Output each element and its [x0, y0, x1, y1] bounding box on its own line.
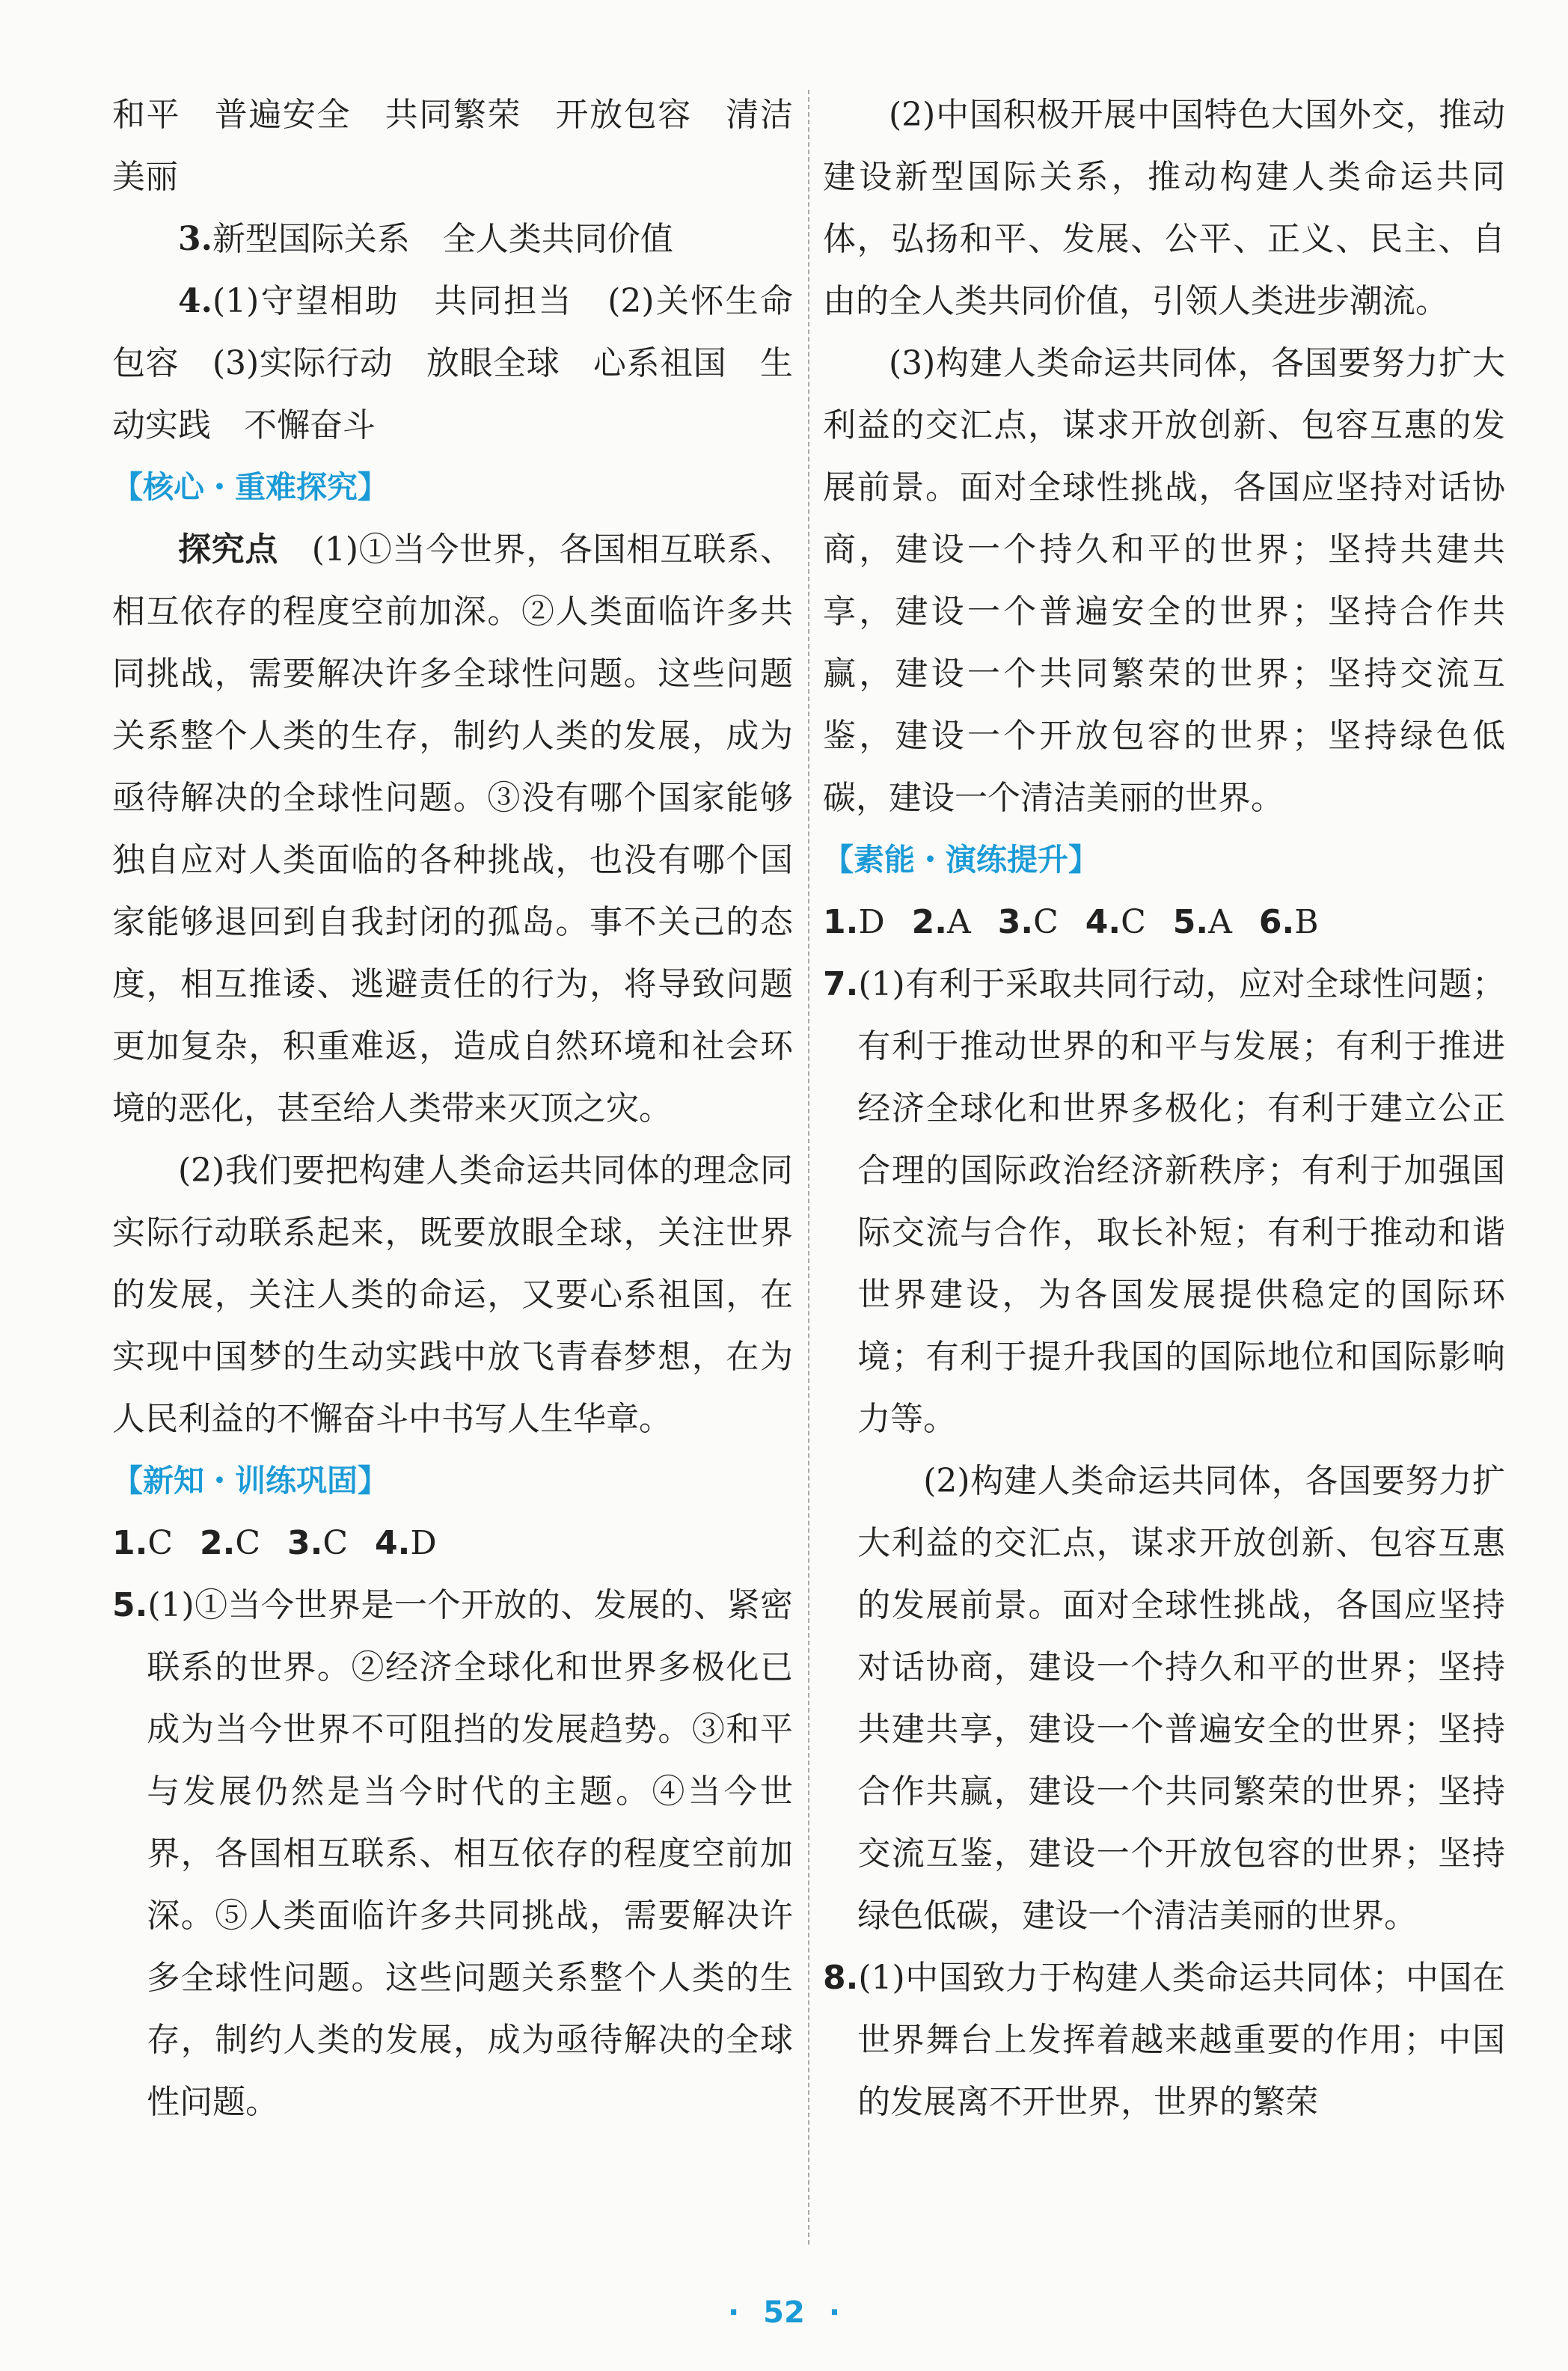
explore-point-label: 探究点: [178, 530, 279, 569]
answer-item-5: [112, 1574, 793, 2133]
footer-dot-right: ·: [828, 2295, 841, 2330]
answer-item-3: [112, 208, 793, 270]
explore-point-paragraph: [112, 518, 793, 1139]
answer-6: 6.B: [1258, 903, 1319, 941]
answer-item-7: [823, 953, 1505, 1450]
item-text: 新型国际关系 全人类共同价值: [212, 220, 673, 258]
answer-1: 1.D: [823, 903, 885, 941]
column-divider: [808, 90, 809, 2245]
item-text: (1)守望相助 共同担当 (2)关怀生命 包容 (3)实际行动 放眼全球 心系祖国 生动实践 不懈奋斗: [112, 282, 826, 444]
answer-paragraph-1: 和平 普遍安全 共同繁荣 开放包容 清洁美丽: [112, 96, 793, 196]
item-number: 3.: [178, 220, 212, 258]
answer-1: 1.C: [112, 1524, 174, 1562]
page-footer: [0, 2295, 1568, 2330]
answer-item-5-part-3: (3)构建人类命运共同体，各国要努力扩大利益的交汇点，谋求开放创新、包容互惠的发展前景。面对全球性挑战，各国应坚持对话协商，建设一个持久和平的世界；坚持共建共享，建设一个普遍安全的世界；坚持合作共赢，建设一个共同繁荣的世界；坚持交流互鉴，建设一个开放包容的世界；坚持绿色低碳，建设一个清洁美丽的世界。: [823, 344, 1505, 817]
answer-key-row: [823, 891, 1505, 953]
answer-5: 5.A: [1172, 903, 1232, 941]
explore-point-text: (1)①当今世界，各国相互联系、相互依存的程度空前加深。②人类面临许多共同挑战，需要解决许多全球性问题。这些问题关系整个人类的生存，制约人类的发展，成为亟待解决的全球性问题。③没有哪个国家能够独自应对人类面临的各种挑战，也没有哪个国家能够退回到自我封闭的孤岛。事不关己的态度，相互推诿、逃避责任的行为，将导致问题更加复杂，积重难返，造成自然环境和社会环境的恶化，甚至给人类带来灭顶之灾。: [112, 530, 793, 1128]
answer-item-5-part-2: (2)中国积极开展中国特色大国外交，推动建设新型国际关系，推动构建人类命运共同体，弘扬和平、发展、公平、正义、民主、自由的全人类共同价值，引领人类进步潮流。: [823, 96, 1505, 320]
item-number: 4.: [178, 282, 212, 320]
left-column: [112, 84, 826, 2133]
answer-key-row: [112, 1512, 793, 1574]
item-number: 7.: [823, 965, 859, 1003]
answer-2: 2.C: [200, 1524, 261, 1562]
section-heading-core: 【核心・重难探究】: [112, 469, 388, 505]
section-heading-new-knowledge: 【新知・训练巩固】: [112, 1463, 388, 1499]
answer-3: 3.C: [287, 1524, 349, 1562]
item-text: (1)有利于采取共同行动，应对全球性问题；有利于推动世界的和平与发展；有利于推进经济全球化和世界多极化；有利于建立公正合理的国际政治经济新秩序；有利于加强国际交流与合作，取长补短；有利于推动和谐世界建设，为各国发展提供稳定的国际环境；有利于提升我国的国际地位和国际影响力等。: [857, 965, 1505, 1438]
item-number: 8.: [823, 1959, 859, 1997]
page-number: 52: [763, 2295, 805, 2330]
answer-item-4: [112, 270, 826, 456]
item-number: 5.: [112, 1586, 148, 1624]
right-column: [823, 84, 1505, 2133]
footer-dot-left: ·: [727, 2295, 740, 2330]
answer-3: 3.C: [997, 903, 1059, 941]
answer-item-8: [823, 1947, 1505, 2133]
section-heading-practice: 【素能・演练提升】: [823, 842, 1099, 878]
item-text: (1)①当今世界是一个开放的、发展的、紧密联系的世界。②经济全球化和世界多极化已成为当今世界不可阻挡的发展趋势。③和平与发展仍然是当今时代的主题。④当今世界，各国相互联系、相互依存的程度空前加深。⑤人类面临许多共同挑战，需要解决许多全球性问题。这些问题关系整个人类的生存，制约人类的发展，成为亟待解决的全球性问题。: [147, 1586, 793, 2121]
explore-point-paragraph-2: (2)我们要把构建人类命运共同体的理念同实际行动联系起来，既要放眼全球，关注世界的发展，关注人类的命运，又要心系祖国，在实现中国梦的生动实践中放飞青春梦想，在为人民利益的不懈奋斗中书写人生华章。: [112, 1151, 793, 1438]
answer-4: 4.C: [1085, 903, 1146, 941]
answer-item-7-part-2: (2)构建人类命运共同体，各国要努力扩大利益的交汇点，谋求开放创新、包容互惠的发展前景。面对全球性挑战，各国应坚持对话协商，建设一个持久和平的世界；坚持共建共享，建设一个普遍安全的世界；坚持合作共赢，建设一个共同繁荣的世界；坚持交流互鉴，建设一个开放包容的世界；坚持绿色低碳，建设一个清洁美丽的世界。: [857, 1462, 1505, 1935]
item-text: (1)中国致力于构建人类命运共同体；中国在世界舞台上发挥着越来越重要的作用；中国的发展离不开世界，世界的繁荣: [857, 1959, 1505, 2121]
answer-4: 4.D: [375, 1524, 437, 1562]
answer-2: 2.A: [911, 903, 971, 941]
